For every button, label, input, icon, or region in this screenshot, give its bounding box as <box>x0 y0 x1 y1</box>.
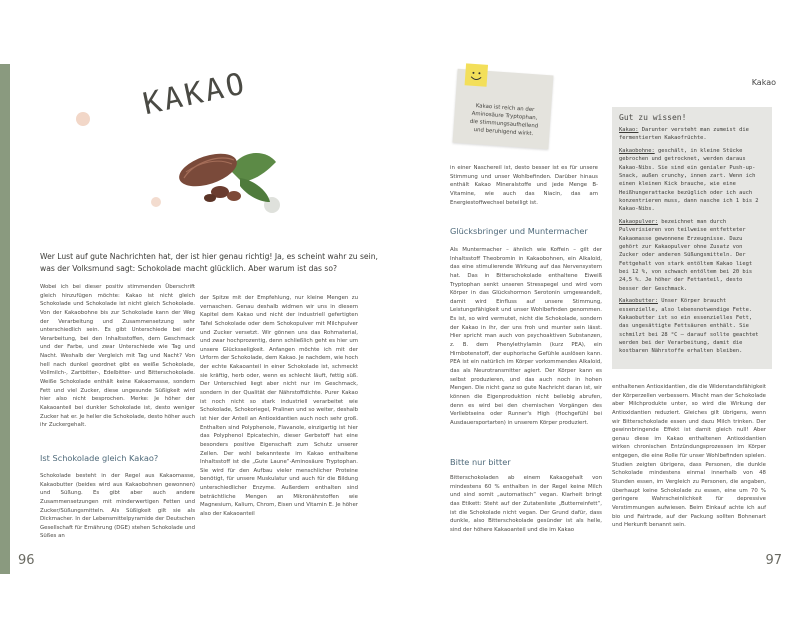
note-card <box>453 69 554 150</box>
info-text: geschält, in kleine Stücke gebrochen und getrocknet, werden daraus Kakao-Nibs. Sie sind ein genialer Push-up-Snack, außen crunchy, innen zart. Wenn ich einen kleinen Kick brauche, wie eine Heißhungerattacke bezüglich oder ich auch konzentrieren muss, dann nasche ich 1 bis 2 Kakao-Nibs. <box>619 147 759 213</box>
info-entry <box>619 147 765 214</box>
info-box-title: Gut zu wissen! <box>619 113 687 122</box>
text-column <box>450 474 602 534</box>
decorative-dot <box>76 112 90 126</box>
page-number: 97 <box>765 553 782 568</box>
smiley-icon <box>465 63 488 86</box>
text-column <box>40 472 195 541</box>
info-entry <box>619 297 765 356</box>
info-text: bezeichnet man durch Pulverisieren von teilweise entfetteter Kakaomasse gewonnene Erzeugnisse. Dazu gehört zur Kakaopulver ohne Zusatz von Zucker oder anderen Süßungsmitteln. Der Fettgehalt von stark entöltem Kakao liegt bei 12 %, von schwach entöltem bei 20 bis 24,5 %. Je höher der Fettanteil, desto besser der Geschmack. <box>619 218 753 292</box>
intro-paragraph: Wer Lust auf gute Nachrichten hat, der ist hier genau richtig! Ja, es scheint wahr zu sein, was der Volksmund sagt: Schokolade macht glücklich. Aber warum ist das so? <box>40 252 378 273</box>
info-text: Darunter versteht man zumeist die fermentierten Kakaofrüchte. <box>619 127 749 142</box>
paragraph: Schokolade besteht in der Regel aus Kakaomasse, Kakaobutter (beides wird aus Kakaobohnen gewonnen) und Süßung. Es gibt aber auch andere Zusammensetzungen mit minderwertigen Fetten und Zucker/Süßungsmitteln. Als Süßigkeit gilt sie als Dickmacher. In der Lebensmittelpyramide der Deutschen Gesellschaft für Ernährung (DGE) stehen Schokolade und Süßes an <box>40 473 195 540</box>
text-column <box>200 294 358 519</box>
chapter-title: KAKAO <box>140 66 251 123</box>
info-entry <box>619 126 765 143</box>
cocoa-pod-illustration <box>170 140 280 210</box>
decorative-dot <box>151 197 161 207</box>
info-term: Kakaobutter: <box>619 298 658 305</box>
text-column <box>612 383 766 530</box>
running-header: Kakao <box>751 78 776 87</box>
paragraph: in einer Naschereil ist, desto besser ist es für unsere Stimmung und unser Wohlbefinden. Darüber hinaus enthält Kakao Mineralstoffe und jede Menge B-Vitamine, wie auch das Niacin, das am Energiestoffwechsel beteiligt ist. <box>450 165 598 206</box>
text-column <box>450 164 598 207</box>
info-term: Kakaopulver: <box>619 218 658 225</box>
section-heading: Ist Schokolade gleich Kakao? <box>40 453 159 463</box>
text-column <box>40 283 195 430</box>
info-text: Unser Körper braucht essenzielle, also lebensnotwendige Fette. Kakaobutter ist so ein essenzielles Fett, das ungesättigte Fettsäuren enthält. Sie schmilzt bei 28 °C – darauf sollte geachtet werden bei der Verarbeitung, damit die kostbaren Nährstoffe erhalten bleiben. <box>619 298 759 355</box>
paragraph: Bitterschokoladen ab einem Kakaogehalt von mindestens 60 % enthalten in der Regel keine Milch und sind somit „automatisch“ vegan. Klarheit bringt das Etikett: Steht auf der Zutatenliste „Butterreinfett“, ist die Schokolade nicht vegan. Der Grund dafür, dass dunkle, also Bitterschokolade gesünder ist als helle, sind der höhere Kakaoanteil und die im Kakao <box>450 475 602 533</box>
chapter-color-bar <box>0 64 10 574</box>
info-entry <box>619 218 765 293</box>
info-box <box>612 107 772 369</box>
paragraph: Wobei ich bei dieser positiv stimmenden Überschrift gleich hinzufügen möchte: Kakao ist nicht gleich Schokolade und Schokolade ist nicht gleich Schokolade. Von der Kakaobohne bis zur Schokolade kann der Weg der Verarbeitung und Zusammensetzung sehr unterschiedlich sein. Es gibt Unterschiede bei der Verarbeitung, bei den Inhaltsstoffen, dem Geschmack und der Farbe, und zwar Unterschiede wie Tag und Nacht. Weshalb der Vergleich mit Tag und Nacht? Von hell nach dunkel geordnet gibt es weiße Schokolade, Vollmilch-, Zartbitter-, Edelbitter- und Bitterschokolade. Weiße Schokolade enthält keine Kakaomasse, sondern Fett und viel Zucker, diese ungesunde Süßigkeit wird hier also nicht besprochen. Merke: Je höher der Kakaoanteil bei dunkler Schokolade ist, desto weniger Zucker hat er. Je heller die Schokolade, desto höher auch ihr Zuckergehalt. <box>40 284 195 429</box>
info-term: Kakaobohne: <box>619 147 655 154</box>
sticky-note <box>465 63 488 86</box>
paragraph: Als Muntermacher – ähnlich wie Koffein – gilt der Inhaltsstoff Theobromin in Kakaobohnen, ein Alkaloid, das eine stimulierende Wirkung auf das Nervensystem hat. Das in Bitterschokolade enthaltene Eiweiß Tryptophan senkt unseren Stresspegel und wird vom Körper in das Glückshormon Serotonin umgewandelt, damit wird Einfluss auf unsere Stimmung, Leistungsfähigkeit und unser Wohlbefinden genommen. Es ist, so wird vermutet, nicht die Schokolade, sondern der Kakao in ihr, der uns froh und munter sein lässt. Hier spricht man auch von psychoaktiven Substanzen, z. B. dem Phenylethylamin (kurz PEA), ein Hirnbotenstoff, der euphorische Gefühle auslösen kann. PEA ist ein natürlich im Körper vorkommendes Alkaloid, das als Neurotransmitter agiert. Der Körper kann es selbst produzieren, und das auch noch in hohen Mengen. Die nicht ganz so gute Nachricht daran ist, wir können die Eigenproduktion nicht beliebig abrufen, denn es wird bei den chemischen Vorgängen des Verliebtseins oder Runner's High (Hochgefühl bei Ausdauersportarten) in unserem Körper produziert. <box>450 247 602 426</box>
page-number: 96 <box>18 553 35 568</box>
paragraph: der Spitze mit der Empfehlung, nur kleine Mengen zu vernaschen. Genau deshalb widmen wir uns in diesem Kapitel dem Kakao und nicht der industriell gefertigten Tafel Schokolade oder dem Schokopulver mit Milchpulver und Zucker versetzt. Wir gönnen uns das Rohmaterial, und zwar hochprozentig, denn schließlich geht es hier um unsere Glücksseligkeit. Anfangen möchte ich mit der Urform der Schokolade, dem Kakao. Je nachdem, wie hoch der echte Kakaoanteil in einer Schokolade ist, schmeckt sie kräftig, herb oder, wenn es schlecht läuft, fettig süß. Der Unterschied liegt aber nicht nur im Geschmack, sondern in der Qualität der Nährstoffdichte. Purer Kakao ist noch nicht so stark industriell verarbeitet wie Schokolade, Schokoriegel, Pralinen und so weiter, deshalb ist hier der Anteil an Antioxidantien auch noch sehr groß. Enthalten sind Polyphenole, Flavanole, einzigartig ist hier das Polyphenol Epicatechin, dieser Gerbstoff hat eine besonders positive Eigenschaft zum Schutz unserer Zellen. Der wohl bekannteste im Kakao enthaltene Inhaltsstoff ist die „Gute Laune“-Aminosäure Tryptophan. Sie wird für den Aufbau vieler menschlicher Proteine benötigt, für unsere Muskulatur und auch für die Bildung unterschiedlicher Enzyme. Außerdem enthalten sind beträchtliche Mengen an Mikronährstoffen wie Magnesium, Kalium, Chrom, Eisen und Vitamin E. Je höher also der Kakaoanteil <box>200 295 358 518</box>
info-term: Kakao: <box>619 127 639 133</box>
note-text: Kakao ist reich an der Aminosäure Tryptophan, die stimmungsaufhellend und beruhigend wirkt. <box>469 103 539 138</box>
text-column <box>450 246 602 427</box>
paragraph: enthaltenen Antioxidantien, die die Widerstandsfähigkeit der Körperzellen verbessern. Mischt man der Schokolade aber Milchprodukte unter, so wird die Wirkung der Antioxidantien reduziert. Gleiches gilt übrigens, wenn wir Bitterschokolade essen und dazu Milch trinken. Der gewinnbringende Effekt ist damit gleich null! Aber genau diese im Kakao enthaltenen Antioxidantien wirken chronischen Entzündungsprozessen im Körper entgegen, die eine Rolle für unser Wohlbefinden spielen. Studien zeigten übrigens, dass Personen, die dunkle Schokolade mindestens einmal innerhalb von 48 Stunden essen, im Vergleich zu Personen, die angaben, überhaupt keine Schokolade zu essen, eine um 70 % geringere Wahrscheinlichkeit für depressive Verstimmungen aufwiesen. Beim Einkauf achte ich auf bio und Fairtrade, auf der Packung sollten Bohnenart und Herkunft benannt sein. <box>612 384 766 529</box>
section-heading: Bitte nur bitter <box>450 457 511 467</box>
section-heading: Glücksbringer und Muntermacher <box>450 226 588 236</box>
